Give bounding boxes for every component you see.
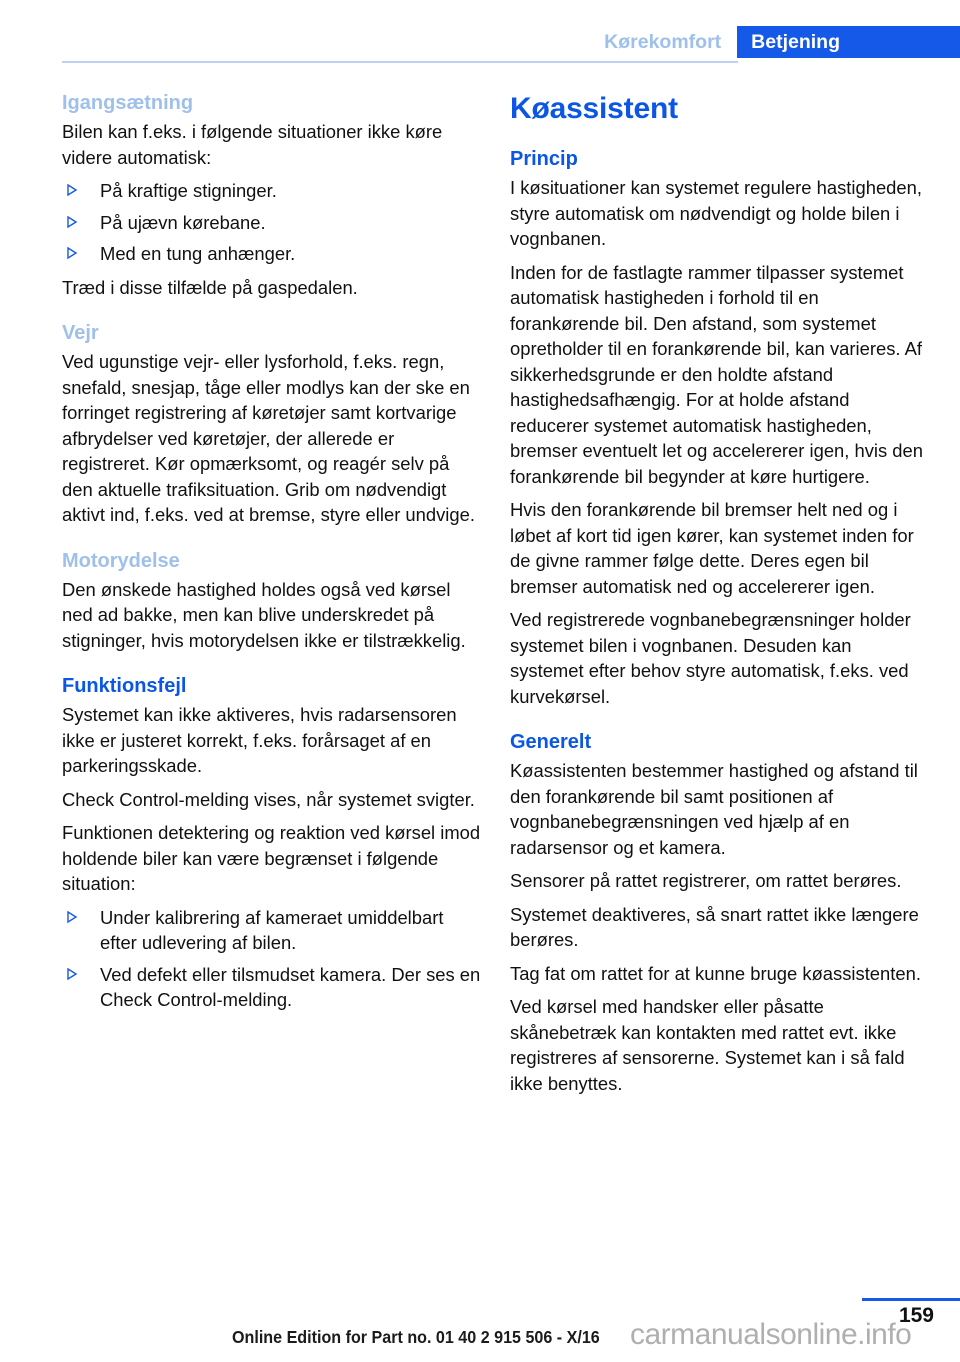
body-paragraph: Træd i disse tilfælde på gaspedalen. bbox=[62, 276, 358, 298]
body-paragraph: Køassistenten bestemmer hastighed og afstand til den forankørende bil samt positionen af vognbanebegrænsningen ved hjælp af en radarsensor og et kamera. bbox=[510, 760, 918, 858]
section-heading: Vejr bbox=[62, 322, 99, 344]
section-heading: Princip bbox=[510, 148, 578, 170]
section-heading: Funktionsfejl bbox=[62, 675, 187, 697]
bullet-text: På ujævn kørebane. bbox=[100, 211, 266, 233]
bullet-list bbox=[62, 178, 482, 267]
body-paragraph: Bilen kan f.eks. i følgende situationer ikke køre videre automatisk: bbox=[62, 121, 443, 168]
bullet-text: Med en tung anhænger. bbox=[100, 243, 296, 264]
section-heading: Igangsætning bbox=[62, 92, 194, 114]
triangle-bullet-icon bbox=[65, 907, 79, 927]
section-heading: Generelt bbox=[510, 731, 592, 753]
breadcrumb-chapter-kørekomfort[interactable]: Kørekomfort bbox=[604, 31, 722, 53]
triangle-bullet-icon bbox=[65, 964, 79, 984]
section-heading: Motorydelse bbox=[62, 549, 180, 572]
bullet-text: Ved defekt eller tilsmudset kamera. Der ses en Check Control-melding. bbox=[100, 963, 481, 1010]
header-divider bbox=[62, 61, 738, 63]
body-paragraph: Inden for de fastlagte rammer tilpasser systemet automatisk hastigheden i forhold til en forankørende bil. Den afstand, som systemet opretholder til en forankørende bil, kan varieres. Af sikkerhedsgrunde er den holdte afstand hastighedsafhængig. For at holde afstand reducerer systemet automatisk hastigheden, bremser eventuelt let og accelererer igen, hvis den forankørende bil begynder at køre hurtigere. bbox=[510, 261, 923, 487]
triangle-bullet-icon bbox=[65, 243, 79, 263]
body-paragraph: Hvis den forankørende bil bremser helt ned og i løbet af kort tid igen kører, kan systemet inden for de givne rammer følge dette. Deres egen bil bremser automatisk ned og accelererer igen. bbox=[510, 499, 914, 597]
left-column bbox=[62, 92, 482, 1021]
page-number-rule bbox=[862, 1298, 960, 1301]
body-paragraph: Den ønskede hastighed holdes også ved kørsel ned ad bakke, men kan blive underskredet på stigninger, hvis motorydelsen ikke er tilstrækkelig. bbox=[62, 578, 466, 651]
body-paragraph: Ved ugunstige vejr- eller lysforhold, f.eks. regn, snefald, snesjap, tåge eller modlys kan der ske en forringet registrering af køretøjer samt kortvarige afbrydelser ved køretøjer, der allerede er registreret. Kør opmærksomt, og reagér selv på den aktuelle trafiksituation. Grib om nødvendigt aktivt ind, f.eks. ved at bremse, styre eller undvige. bbox=[62, 351, 475, 525]
right-column bbox=[510, 92, 930, 1104]
header-tabs bbox=[594, 26, 960, 58]
breadcrumb-section-betjening[interactable]: Betjening bbox=[737, 26, 960, 58]
bullet-list-item bbox=[62, 905, 482, 956]
triangle-bullet-icon bbox=[65, 212, 79, 232]
bullet-list-item bbox=[62, 178, 482, 204]
body-paragraph: Systemet deaktiveres, så snart rattet ikke længere berøres. bbox=[510, 903, 919, 950]
bullet-list bbox=[62, 905, 482, 1013]
chapter-title: Køassistent bbox=[510, 92, 678, 125]
edition-notice: Online Edition for Part no. 01 40 2 915 506 - X/16 bbox=[232, 1327, 600, 1347]
site-watermark: carmanualsonline.info bbox=[630, 1318, 912, 1351]
body-paragraph: Systemet kan ikke aktiveres, hvis radarsensoren ikke er justeret korrekt, f.eks. forårsaget af en parkeringsskade. bbox=[62, 704, 457, 776]
bullet-text: Under kalibrering af kameraet umiddelbart efter udlevering af bilen. bbox=[100, 906, 444, 953]
bullet-list-item bbox=[62, 962, 482, 1013]
bullet-text: På kraftige stigninger. bbox=[100, 180, 277, 201]
body-paragraph: Ved kørsel med handsker eller påsatte skånebetræk kan kontakten med rattet evt. ikke registreres af sensorerne. Systemet kan i så fald ikke benyttes. bbox=[510, 996, 905, 1094]
page-number: 159 bbox=[898, 1304, 934, 1327]
body-paragraph: Sensorer på rattet registrerer, om rattet berøres. bbox=[510, 870, 902, 891]
bullet-list-item bbox=[62, 241, 482, 267]
triangle-bullet-icon bbox=[65, 180, 79, 200]
body-paragraph: Tag fat om rattet for at kunne bruge køassistenten. bbox=[510, 962, 921, 984]
body-paragraph: Ved registrerede vognbanebegrænsninger holder systemet bilen i vognbanen. Desuden kan systemet efter behov styre automatisk, f.eks. ved kurvekørsel. bbox=[510, 609, 911, 707]
body-paragraph: Funktionen detektering og reaktion ved kørsel imod holdende biler kan være begrænset i følgende situation: bbox=[62, 822, 481, 894]
page-header bbox=[0, 0, 960, 72]
body-paragraph: Check Control-melding vises, når systemet svigter. bbox=[62, 788, 475, 810]
page-footer bbox=[0, 1282, 960, 1362]
body-paragraph: I køsituationer kan systemet regulere hastigheden, styre automatisk om nødvendigt og holde bilen i vognbanen. bbox=[510, 177, 922, 249]
bullet-list-item bbox=[62, 210, 482, 236]
